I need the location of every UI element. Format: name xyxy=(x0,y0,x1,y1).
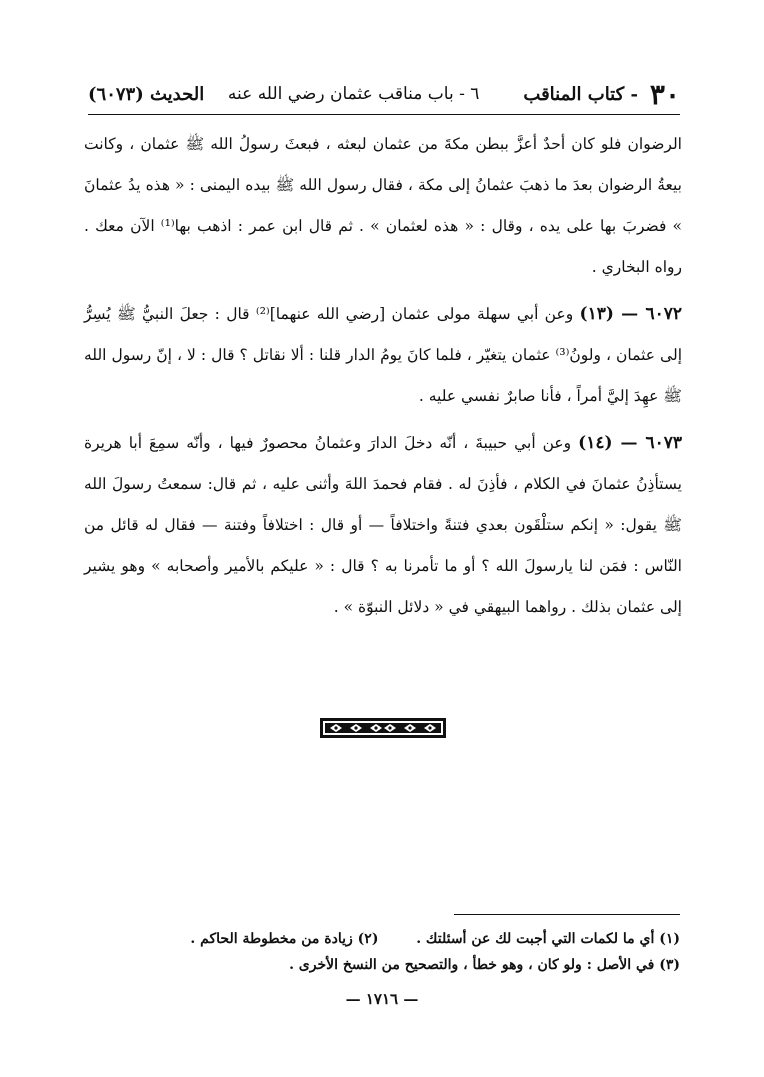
paragraph-continuation: الرضوان فلو كان أحدٌ أعزَّ ببطن مكةَ من عثمان لبعثه ، فبعثَ رسولُ الله ﷺ عثمان ، وكانت بيعةُ الرضوان بعدَ ما ذهبَ عثمانُ إلى مكة ، فقال رسول الله ﷺ بيده اليمنى : « هذه يدُ عثمانَ » فضربَ بها على يده ، وقال : « هذه لعثمان » . ثم قال ابن عمر : اذهب بها⁽¹⁾ الآن معك . رواه البخاري . xyxy=(84,135,683,276)
page-number: ٣٠ xyxy=(649,77,680,111)
folio-number: — ١٧١٦ — xyxy=(345,990,419,1008)
header-divider xyxy=(88,114,680,115)
footnote-line xyxy=(88,926,680,952)
footnote-divider xyxy=(454,914,680,915)
footnote-1: (١) أي ما لكمات التي أجبت لك عن أسئلتك . xyxy=(416,931,680,947)
running-header xyxy=(88,74,680,114)
hadith-6073 xyxy=(84,423,682,628)
hadith-number-6072: ٦٠٧٢ — (١٣) xyxy=(579,304,682,324)
hadith-text-6072: وعن أبي سهلة مولى عثمان [رضي الله عنهما]⁽²⁾ قال : جعلَ النبيُّ ﷺ يُسِرُّ إلى عثمان ، ولونُ⁽³⁾ عثمان يتغيّر ، فلما كانَ يومُ الدار قلنا : ألا نقاتل ؟ قال : لا ، إنّ رسول الله ﷺ عهِدَ إليَّ أمراً ، فأنا صابرٌ نفسي عليه . xyxy=(84,305,682,405)
footnote-3: (٣) في الأصل : ولو كان ، وهو خطأ ، والتصحيح من النسخ الأخرى . xyxy=(289,957,680,973)
hadith-number-6073: ٦٠٧٣ — (١٤) xyxy=(578,433,682,453)
section-ornament xyxy=(320,718,446,738)
main-text xyxy=(84,124,682,628)
footnotes xyxy=(88,926,680,978)
hadith-reference: الحديث (٦٠٧٣) xyxy=(88,83,205,105)
book-title: - كتاب المناقب xyxy=(523,83,638,105)
chapter-title: ٦ - باب مناقب عثمان رضي الله عنه xyxy=(227,84,480,104)
footnote-2: (٢) زيادة من مخطوطة الحاكم . xyxy=(190,931,379,947)
hadith-6072 xyxy=(84,294,682,417)
hadith-text-6073: وعن أبي حبيبةَ ، أنّه دخلَ الدارَ وعثمانُ محصورٌ فيها ، وأنّه سمِعَ أبا هريرة يستأذِنُ عثمانَ في الكلام ، فأذِنَ له . فقام فحمدَ اللهَ وأثنى عليه ، ثم قال: سمعتُ رسولَ الله ﷺ يقول: « إنكم ستلْقَون بعدي فتنةً واختلافاً — أو قال : اختلافاً وفتنة — فقال له قائل من النّاس : فمَن لنا يارسولَ الله ؟ أو ما تأمرنا به ؟ قال : « عليكم بالأمير وأصحابه » وهو يشير إلى عثمان بذلك . رواهما البيهقي في « دلائل النبوّة » . xyxy=(84,434,682,616)
